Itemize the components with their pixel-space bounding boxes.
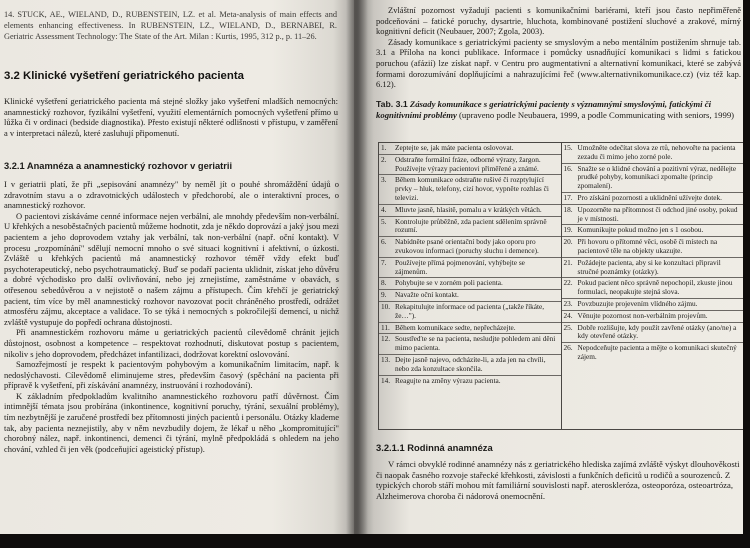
row-number: 11.	[381, 322, 390, 332]
row-number: 19.	[563, 225, 573, 235]
row-text: Pohybujte se v zorném poli pacienta.	[395, 278, 503, 288]
row-number: 6.	[381, 237, 387, 247]
paragraph: Samozřejmostí je respekt k pacientovým pohybovým a komunikačním limitacím, např. k nedoslýchavosti. Cílevědomě eliminujeme stres, především časový (spěchání na pacienta při přípravě k vyšetření, při získávání anamnézy, instruování i rozhodování).	[4, 359, 339, 391]
book-gutter	[346, 0, 368, 548]
row-number: 17.	[563, 192, 573, 202]
row-text: Navažte oční kontakt.	[395, 290, 459, 300]
table-row	[562, 225, 744, 237]
table-row	[562, 193, 744, 205]
table-row	[379, 376, 561, 387]
section-title: 3.2 Klinické vyšetření geriatrického pacienta	[4, 70, 244, 82]
table-column-right	[562, 143, 744, 429]
row-text: Zeptejte se, jak máte pacienta oslovovat.	[395, 143, 514, 152]
paragraph: I v geriatrii platí, že při „sepisování anamnézy" by neměl jít o pouhé shromáždění údajů o zdravotním stavu a o zdravotnických událostech v předchorobí, ale o interaktivní proces, o anamnestický rozhovor.	[4, 179, 339, 211]
row-text: Používejte přímá pojmenování, vyhýbejte se zájmenům.	[395, 257, 525, 276]
table-row	[379, 143, 561, 155]
table-caption-title: Zásady komunikace s geriatrickými pacienty s významnými smyslovými, fatickými či kognitivními problémy	[376, 99, 712, 120]
table-row	[562, 143, 744, 164]
row-number: 26.	[563, 343, 573, 353]
table-row	[562, 164, 744, 193]
paragraph: Při anamnestickém rozhovoru máme u geriatrických pacientů cílevědomě chránit jejich důstojnost, osobnost a kompetence – respektovat rozhodnutí, diskutovat postup s pacientem, nikoliv s jeho doprovodem, předcházet infantilizaci, dodržovat korektní oslovování.	[4, 327, 339, 359]
row-number: 10.	[381, 301, 391, 311]
table-caption-source: (upraveno podle Neubauera, 1999, a podle Communicating with seniors, 1999)	[459, 110, 735, 120]
row-number: 14.	[381, 375, 391, 385]
row-number: 22.	[563, 278, 573, 288]
table-row	[379, 302, 561, 323]
table-row	[562, 237, 744, 258]
row-number: 23.	[563, 298, 573, 308]
table-row	[379, 237, 561, 258]
table-row	[379, 217, 561, 238]
page-edge	[0, 534, 750, 548]
right-top-text	[376, 5, 741, 90]
table-column-left	[379, 143, 562, 429]
row-text: Nepodceňujte pacienta a mějte o komunikaci skutečný zájem.	[577, 343, 737, 361]
row-number: 25.	[563, 322, 573, 332]
subsection-title: 3.2.1 Anamnéza a anamnestický rozhovor v geriatrii	[4, 161, 233, 171]
right-bottom-text	[376, 459, 741, 502]
row-text: Umožněte odečítat slova ze rtů, nehovořte na pacienta zezadu či mimo jeho zorné pole.	[577, 143, 736, 161]
row-text: Během komunikace odstraňte rušivé či rozptylující prvky – hluk, telefony, cizí hovor, vypněte rozhlas či televizi.	[395, 175, 549, 202]
communication-table	[378, 142, 744, 430]
row-text: Snažte se o klidné chování a pozitivní výraz, nedělejte prudké pohyby, komunikaci zpomalte (princip zpomalení).	[577, 163, 737, 191]
table-row	[562, 311, 744, 323]
table-row	[379, 334, 561, 355]
table-row	[379, 278, 561, 290]
row-number: 15.	[563, 143, 573, 152]
row-number: 16.	[563, 163, 573, 173]
row-number: 21.	[563, 257, 573, 267]
row-text: Při hovoru o přítomné věci, osobě či místech na pacientově těle na objekty ukazujte.	[577, 237, 718, 255]
subsection-title-family: 3.2.1.1 Rodinná anamnéza	[376, 442, 493, 453]
left-body-text	[4, 179, 339, 454]
row-number: 5.	[381, 216, 387, 226]
paragraph: O pacientovi získáváme cenné informace nejen verbální, ale mnohdy především non-verbální. U křehkých a nesoběstačných pacientů můžeme hodnotit, zda je někdo doprovází a jaký jsou mezi pacientem a jeho doprovodem vztahy jak verbální, tak non-verbální (např. oční kontakt). V procesu „rozpomínání" sdělují nemocní mnoho o své situaci kognitivní i afektivní, o úzkosti. Zvláště u křehkých pacientů má anamnestický rozhovor téměř vždy efekt buď psychoterapeutický, nebo psychotraumatický. Buď se podaří pacienta uklidnit, získat jeho důvěru a dobré východisko pro další ovlivňování, nebo jej zrnejistíme, zaměstnáme v obavách, s otřesenou sebedůvěrou a v nejistotě o našem zájmu a přístupech. Čím křehčí je geriatrický pacient, tím více by měl anamnestický rozhovor navozovat pocit chráněného prostředí, odrážet atmosféru zájmu, akceptace a validace. To se týká i nemocných s pokročilejší demencí, u nichž zvláště vystupuje do popředí ochrana důstojnosti.	[4, 210, 339, 327]
row-text: Pokud pacient něco správně nepochopil, zkuste jinou formulaci, neopakujte stejná slova.	[577, 278, 733, 297]
row-text: Povzbuzujte projevením vlídného zájmu.	[577, 298, 698, 308]
row-text: Odstraňte formální fráze, odborné výrazy, žargon. Používejte výrazy pacientovi přiměřené a známé.	[395, 154, 541, 173]
section-intro: Klinické vyšetření geriatrického pacienta má stejné složky jako vyšetření mladších nemocných: anamnestický rozhovor, fyzikální vyšetření, využití elementárních pomocných vyšetření přímo u lůžka či v ordinaci (bedside diagnostika). Přesto existují některé odlišnosti v přístupu, v zaměření a v interpretaci nálezů, které zasluhují připomenutí.	[4, 96, 338, 138]
right-page	[354, 0, 750, 548]
row-text: Reagujte na změny výrazu pacienta.	[395, 375, 501, 385]
table-row	[379, 155, 561, 176]
row-number: 8.	[381, 278, 387, 288]
table-row	[379, 205, 561, 217]
row-text: Věnujte pozornost non-verbálním projevům.	[577, 310, 708, 320]
row-text: Mluvte jasně, hlasitě, pomalu a v krátkých větách.	[395, 204, 542, 214]
table-row	[379, 290, 561, 302]
row-text: Komunikujte pokud možno jen s 1 osobou.	[577, 225, 704, 235]
table-caption	[376, 99, 741, 121]
row-number: 24.	[563, 310, 573, 320]
paragraph: Zvláštní pozornost vyžadují pacienti s komunikačními bariérami, kteří jsou často nepřiměřeně podceňováni – fatické poruchy, dysartrie, hluchota, kombinované postižení sluchové a zrakové, mírný kognitivní deficit (Neubauer, 2007; Zgola, 2003).	[376, 5, 741, 37]
reference-text: STUCK, AE., WIELAND, D., RUBENSTEIN, LZ. et al. Meta-analysis of main effects and elements enhancing effectiveness. In RUBENSTEIN, LZ., WIELAND, D., BERNABEI, R. Geriatric Assessment Technology: The State of the Art. Milan : Kurtis, 1995, 312 p., p. 11–26.	[4, 10, 337, 41]
table-row	[562, 278, 744, 299]
row-number: 9.	[381, 290, 387, 300]
table-row	[379, 355, 561, 376]
row-text: Kontrolujte průběžně, zda pacient sdělením správně rozumí.	[395, 216, 547, 235]
row-number: 7.	[381, 257, 387, 267]
row-text: Rekapitulujte informace od pacienta („takže říkáte, že…").	[395, 301, 545, 320]
paragraph: K základním předpokladům kvalitního anamnestického rozhovoru patří důvěrnost. Čím intimnější témata jsou probírána (inkontinence, kognitivní poruchy, týrání, sexuální problémy), tím nezbytnější je zaručené prostředí bez přítomnosti jiných pacientů i personálu. Otázky klademe tak, aby pacienta neznejistily, aby v něm nevzbudily dojem, že lékař u něho „kompromitující" chorobný nález, např. inkontinenci, demenci či týrání, mylně předpokládá s ohledem na jeho chování, vzhled či jen věk (podceňující ageistický přístup).	[4, 390, 339, 454]
row-text: Pro získání pozornosti a uklidnění užívejte dotek.	[577, 192, 722, 202]
row-number: 2.	[381, 154, 387, 164]
row-number: 12.	[381, 334, 391, 344]
paragraph: V rámci obvyklé rodinné anamnézy nás z geriatrického hlediska zajímá zvláště výskyt dlouhověkosti či naopak časného rozvoje stařecké křehkosti, závislosti a funkčních deficitů u rodičů a sourozenců. Z typických chorob stáří mohou mít familiární souvislosti např. ateroskleróza, osteoporóza, osteoartróza, Alzheimerova choroba či nádorová onemocnění.	[376, 459, 740, 502]
table-row	[379, 258, 561, 279]
row-text: Dobře rozlišujte, kdy použít zavřené otázky (ano/ne) a kdy otevřené otázky.	[577, 322, 737, 341]
row-number: 13.	[381, 354, 391, 364]
row-text: Upozorněte na přítomnost či odchod jiné osoby, pokud je v místnosti.	[577, 204, 738, 223]
row-text: Během komunikace sedte, nepřecházejte.	[395, 322, 516, 332]
table-row	[379, 175, 561, 204]
row-number: 4.	[381, 204, 387, 214]
table-row	[562, 323, 744, 344]
row-text: Dejte jasně najevo, odcházíte-li, a zda jen na chvíli, nebo zda konzultace skončila.	[395, 354, 546, 373]
row-number: 20.	[563, 237, 573, 247]
left-page	[0, 0, 362, 548]
reference-entry	[4, 10, 337, 42]
paragraph: Zásady komunikace s geriatrickými pacienty se smyslovým a nebo mentálním postižením shrnuje tab. 3.1 a Příloha na konci publikace. Informace i pomůcky usnadňující komunikaci s lidmi s fatickou poruchou (afázií) lze získat např. v Centru pro augmentativní a alternativní komunikaci, které se zabývá formami dorozumívání doplňujícími a nahrazujícími řeč (www.alternativnikomunikace.cz) (viz též kap. 6.12).	[376, 36, 741, 90]
reference-number: 14.	[4, 10, 15, 19]
table-row	[562, 343, 744, 363]
row-number: 3.	[381, 175, 387, 185]
row-text: Soustřeďte se na pacienta, nesludjte pohledem ani děni mimo pacienta.	[395, 334, 556, 353]
table-row	[562, 205, 744, 226]
row-number: 18.	[563, 204, 573, 214]
row-text: Požádejte pacienta, aby si ke konzultaci připravil stručné poznámky (otázky).	[577, 257, 721, 276]
table-row	[562, 299, 744, 311]
row-number: 1.	[381, 143, 387, 152]
table-row	[379, 323, 561, 335]
page-edge	[743, 0, 750, 548]
row-text: Nabídněte psané orientační body jako oporu pro zvukovou informaci (poruchy sluchu i demence).	[395, 237, 539, 255]
table-row	[562, 258, 744, 279]
table-label: Tab. 3.1	[376, 99, 408, 109]
